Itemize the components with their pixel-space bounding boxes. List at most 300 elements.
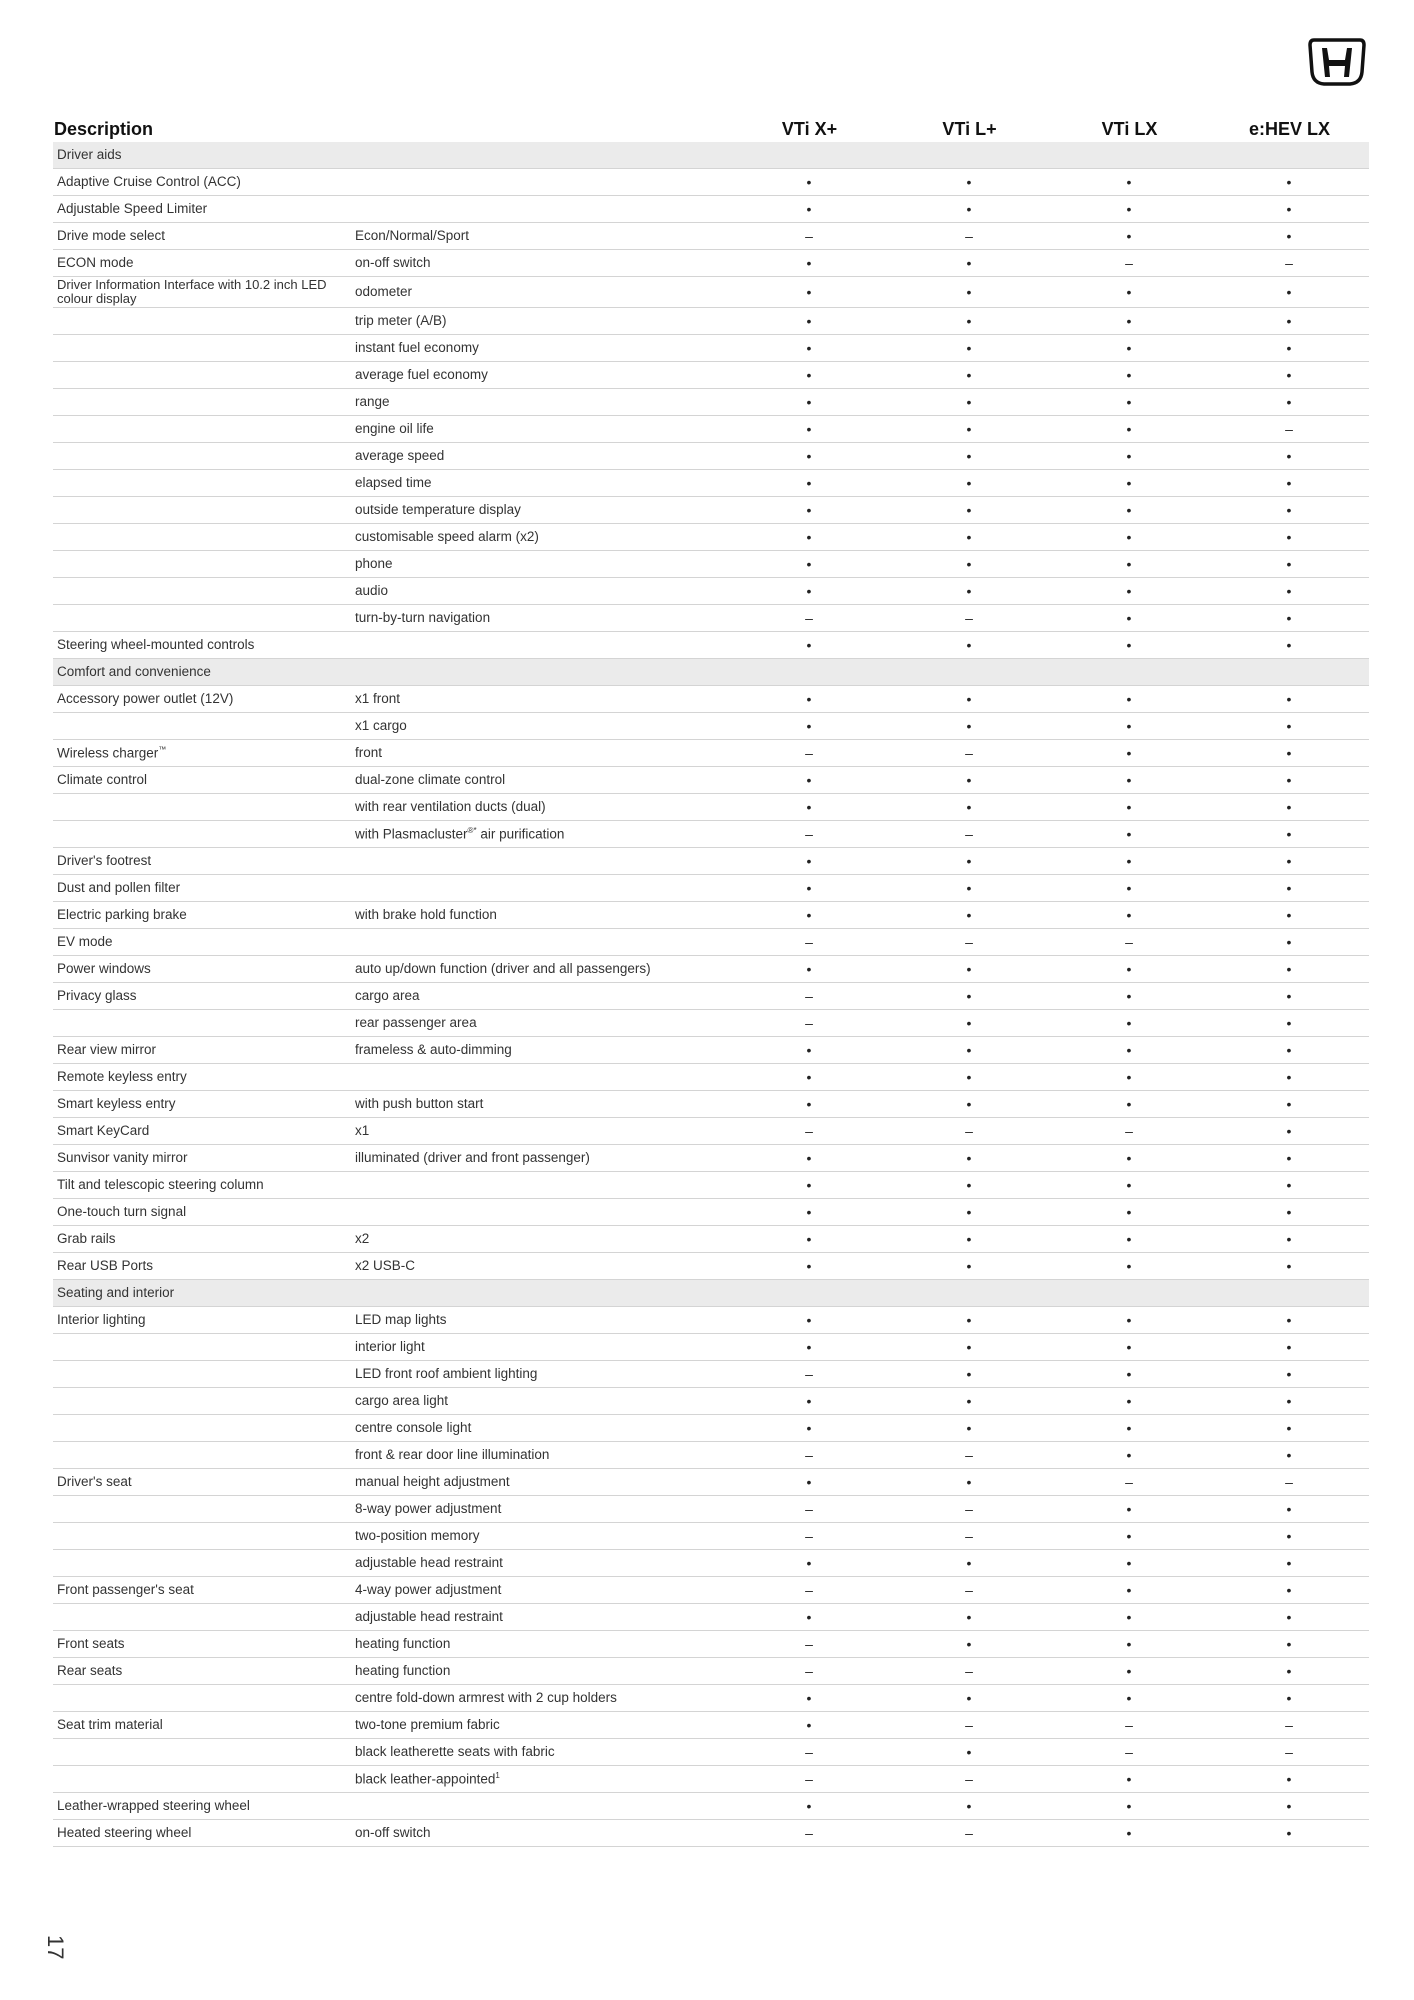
- table-row: [53, 632, 1369, 659]
- standard-feature-dot: •: [1209, 551, 1369, 578]
- table-row: [53, 1658, 1369, 1685]
- feature-name: [53, 821, 351, 848]
- standard-feature-dot: •: [1049, 983, 1209, 1010]
- detail-text-continued: air purification: [476, 826, 565, 842]
- standard-feature-dot: •: [889, 578, 1049, 605]
- feature-name: [53, 1253, 351, 1280]
- feature-detail: [351, 1550, 729, 1577]
- section-header-row: [53, 142, 1369, 169]
- standard-feature-dot: •: [729, 1415, 889, 1442]
- detail-text: black leather-appointed: [355, 1771, 496, 1787]
- standard-feature-dot: •: [729, 1388, 889, 1415]
- standard-feature-dot: •: [1049, 1685, 1209, 1712]
- feature-text: Adjustable Speed Limiter: [57, 200, 208, 216]
- standard-feature-dot: •: [889, 1172, 1049, 1199]
- standard-feature-dot: •: [889, 1631, 1049, 1658]
- not-available-dash: –: [729, 1577, 889, 1604]
- detail-text: cargo area light: [355, 1392, 449, 1408]
- standard-feature-dot: •: [889, 1037, 1049, 1064]
- feature-name: [53, 196, 351, 223]
- standard-feature-dot: •: [1049, 389, 1209, 416]
- standard-feature-dot: •: [889, 1226, 1049, 1253]
- feature-name: [53, 848, 351, 875]
- standard-feature-dot: •: [1049, 605, 1209, 632]
- table-row: [53, 1064, 1369, 1091]
- not-available-dash: –: [729, 1118, 889, 1145]
- standard-feature-dot: •: [729, 848, 889, 875]
- feature-detail: [351, 1334, 729, 1361]
- standard-feature-dot: •: [729, 362, 889, 389]
- table-row: [53, 767, 1369, 794]
- table-row: [53, 196, 1369, 223]
- standard-feature-dot: •: [889, 1793, 1049, 1820]
- standard-feature-dot: •: [1209, 1145, 1369, 1172]
- table-row: [53, 551, 1369, 578]
- table-row: [53, 1334, 1369, 1361]
- detail-text: engine oil life: [355, 420, 434, 436]
- standard-feature-dot: •: [1209, 389, 1369, 416]
- standard-feature-dot: •: [1049, 713, 1209, 740]
- table-row: [53, 1793, 1369, 1820]
- standard-feature-dot: •: [729, 551, 889, 578]
- standard-feature-dot: •: [1049, 740, 1209, 767]
- standard-feature-dot: •: [889, 362, 1049, 389]
- standard-feature-dot: •: [729, 713, 889, 740]
- detail-text: auto up/down function (driver and all passengers): [355, 960, 651, 976]
- table-row: [53, 308, 1369, 335]
- feature-name: [53, 1091, 351, 1118]
- feature-name: [53, 1766, 351, 1793]
- not-available-dash: –: [729, 223, 889, 250]
- variant-header: VTi LX: [1101, 118, 1158, 139]
- not-available-dash: –: [729, 1820, 889, 1847]
- standard-feature-dot: •: [1049, 1793, 1209, 1820]
- standard-feature-dot: •: [1209, 1226, 1369, 1253]
- not-available-dash: –: [729, 929, 889, 956]
- feature-detail: [351, 983, 729, 1010]
- detail-text: heating function: [355, 1662, 451, 1678]
- feature-text: Driver's seat: [57, 1473, 132, 1489]
- feature-name: [53, 956, 351, 983]
- standard-feature-dot: •: [889, 277, 1049, 308]
- table-row: [53, 1118, 1369, 1145]
- standard-feature-dot: •: [729, 1172, 889, 1199]
- feature-detail: [351, 1820, 729, 1847]
- feature-text: Smart KeyCard: [57, 1122, 150, 1138]
- feature-detail: [351, 1685, 729, 1712]
- feature-detail: [351, 1145, 729, 1172]
- standard-feature-dot: •: [1209, 740, 1369, 767]
- feature-name: [53, 632, 351, 659]
- table-row: [53, 1307, 1369, 1334]
- feature-text: Electric parking brake: [57, 906, 187, 922]
- detail-text: instant fuel economy: [355, 339, 479, 355]
- feature-name: [53, 1631, 351, 1658]
- standard-feature-dot: •: [1049, 1523, 1209, 1550]
- table-row: [53, 956, 1369, 983]
- detail-text: outside temperature display: [355, 501, 521, 517]
- standard-feature-dot: •: [1049, 308, 1209, 335]
- table-row: [53, 1388, 1369, 1415]
- feature-name: [53, 1442, 351, 1469]
- table-row: [53, 1685, 1369, 1712]
- table-row: [53, 1820, 1369, 1847]
- not-available-dash: –: [729, 1010, 889, 1037]
- standard-feature-dot: •: [729, 335, 889, 362]
- standard-feature-dot: •: [729, 1307, 889, 1334]
- feature-detail: [351, 250, 729, 277]
- standard-feature-dot: •: [1049, 1091, 1209, 1118]
- standard-feature-dot: •: [1049, 551, 1209, 578]
- feature-name: [53, 1064, 351, 1091]
- table-row: [53, 169, 1369, 196]
- feature-detail: [351, 1658, 729, 1685]
- feature-detail: [351, 551, 729, 578]
- table-row: [53, 1550, 1369, 1577]
- standard-feature-dot: •: [729, 308, 889, 335]
- table-row: [53, 497, 1369, 524]
- standard-feature-dot: •: [1209, 1253, 1369, 1280]
- feature-text: Seat trim material: [57, 1716, 163, 1732]
- table-row: [53, 983, 1369, 1010]
- feature-text: Driver's footrest: [57, 852, 152, 868]
- standard-feature-dot: •: [889, 875, 1049, 902]
- table-row: [53, 389, 1369, 416]
- standard-feature-dot: •: [1049, 524, 1209, 551]
- not-available-dash: –: [729, 740, 889, 767]
- feature-text: Remote keyless entry: [57, 1068, 187, 1084]
- standard-feature-dot: •: [889, 1469, 1049, 1496]
- standard-feature-dot: •: [889, 1253, 1049, 1280]
- not-available-dash: –: [1209, 1469, 1369, 1496]
- standard-feature-dot: •: [1049, 470, 1209, 497]
- standard-feature-dot: •: [889, 1388, 1049, 1415]
- standard-feature-dot: •: [1209, 821, 1369, 848]
- standard-feature-dot: •: [729, 196, 889, 223]
- not-available-dash: –: [1209, 250, 1369, 277]
- feature-text: Climate control: [57, 771, 148, 787]
- detail-superscript: ®*: [467, 825, 477, 835]
- standard-feature-dot: •: [1049, 335, 1209, 362]
- standard-feature-dot: •: [1209, 794, 1369, 821]
- feature-name: [53, 1550, 351, 1577]
- variant-header: e:HEV LX: [1248, 118, 1331, 139]
- standard-feature-dot: •: [729, 902, 889, 929]
- not-available-dash: –: [889, 605, 1049, 632]
- table-row: [53, 1496, 1369, 1523]
- honda-h-logo-icon: [1308, 38, 1366, 86]
- not-available-dash: –: [1049, 1118, 1209, 1145]
- standard-feature-dot: •: [1209, 1037, 1369, 1064]
- feature-name: [53, 1820, 351, 1847]
- standard-feature-dot: •: [1209, 1091, 1369, 1118]
- not-available-dash: –: [729, 1523, 889, 1550]
- standard-feature-dot: •: [729, 1469, 889, 1496]
- feature-detail: [351, 1523, 729, 1550]
- standard-feature-dot: •: [1049, 956, 1209, 983]
- feature-text: Drive mode select: [57, 227, 166, 243]
- standard-feature-dot: •: [889, 497, 1049, 524]
- standard-feature-dot: •: [1049, 1253, 1209, 1280]
- feature-detail: [351, 740, 729, 767]
- standard-feature-dot: •: [1049, 443, 1209, 470]
- standard-feature-dot: •: [1049, 416, 1209, 443]
- standard-feature-dot: •: [1049, 1442, 1209, 1469]
- feature-detail: [351, 1712, 729, 1739]
- standard-feature-dot: •: [1049, 223, 1209, 250]
- feature-name: [53, 1307, 351, 1334]
- not-available-dash: –: [729, 1631, 889, 1658]
- standard-feature-dot: •: [1209, 1307, 1369, 1334]
- standard-feature-dot: •: [889, 389, 1049, 416]
- detail-text: average speed: [355, 447, 445, 463]
- standard-feature-dot: •: [1049, 1064, 1209, 1091]
- feature-name: [53, 1145, 351, 1172]
- table-row: [53, 470, 1369, 497]
- detail-text: with Plasmacluster: [355, 826, 468, 842]
- standard-feature-dot: •: [1209, 223, 1369, 250]
- feature-name: [53, 470, 351, 497]
- not-available-dash: –: [889, 1523, 1049, 1550]
- standard-feature-dot: •: [889, 983, 1049, 1010]
- standard-feature-dot: •: [1209, 443, 1369, 470]
- feature-text: Front seats: [57, 1635, 125, 1651]
- not-available-dash: –: [729, 1766, 889, 1793]
- standard-feature-dot: •: [729, 1226, 889, 1253]
- standard-feature-dot: •: [729, 1604, 889, 1631]
- feature-name: [53, 1469, 351, 1496]
- standard-feature-dot: •: [889, 443, 1049, 470]
- detail-text: Econ/Normal/Sport: [355, 227, 470, 243]
- standard-feature-dot: •: [1209, 1793, 1369, 1820]
- standard-feature-dot: •: [889, 169, 1049, 196]
- detail-text: cargo area: [355, 987, 420, 1003]
- detail-text: 4-way power adjustment: [355, 1581, 502, 1597]
- table-row: [53, 1037, 1369, 1064]
- feature-name: [53, 362, 351, 389]
- standard-feature-dot: •: [729, 875, 889, 902]
- standard-feature-dot: •: [1049, 578, 1209, 605]
- feature-name: [53, 250, 351, 277]
- standard-feature-dot: •: [1209, 956, 1369, 983]
- standard-feature-dot: •: [1209, 1388, 1369, 1415]
- standard-feature-dot: •: [1209, 362, 1369, 389]
- feature-detail: [351, 848, 729, 875]
- standard-feature-dot: •: [729, 632, 889, 659]
- standard-feature-dot: •: [1049, 1307, 1209, 1334]
- standard-feature-dot: •: [1049, 277, 1209, 308]
- standard-feature-dot: •: [889, 1199, 1049, 1226]
- feature-name: [53, 551, 351, 578]
- standard-feature-dot: •: [1209, 605, 1369, 632]
- standard-feature-dot: •: [889, 524, 1049, 551]
- table-row: [53, 1199, 1369, 1226]
- feature-name: [53, 1334, 351, 1361]
- table-row: [53, 1226, 1369, 1253]
- table-row: [53, 443, 1369, 470]
- standard-feature-dot: •: [1049, 902, 1209, 929]
- standard-feature-dot: •: [1209, 470, 1369, 497]
- detail-text: interior light: [355, 1338, 425, 1354]
- feature-detail: [351, 1172, 729, 1199]
- not-available-dash: –: [729, 983, 889, 1010]
- table-row: [53, 335, 1369, 362]
- detail-text: manual height adjustment: [355, 1473, 510, 1489]
- standard-feature-dot: •: [1049, 821, 1209, 848]
- standard-feature-dot: •: [889, 1064, 1049, 1091]
- standard-feature-dot: •: [729, 250, 889, 277]
- feature-name: [53, 277, 351, 308]
- feature-detail: [351, 1604, 729, 1631]
- table-row: [53, 821, 1369, 848]
- not-available-dash: –: [729, 1442, 889, 1469]
- standard-feature-dot: •: [889, 713, 1049, 740]
- detail-text: LED front roof ambient lighting: [355, 1365, 538, 1381]
- feature-detail: [351, 497, 729, 524]
- not-available-dash: –: [1209, 1739, 1369, 1766]
- standard-feature-dot: •: [1209, 848, 1369, 875]
- feature-detail: [351, 1496, 729, 1523]
- feature-detail: [351, 1037, 729, 1064]
- table-row: [53, 848, 1369, 875]
- not-available-dash: –: [889, 1766, 1049, 1793]
- feature-detail: [351, 1118, 729, 1145]
- standard-feature-dot: •: [1209, 277, 1369, 308]
- feature-text: ECON mode: [57, 254, 134, 270]
- not-available-dash: –: [1049, 929, 1209, 956]
- trademark-superscript: ™: [158, 744, 167, 754]
- feature-text: Accessory power outlet (12V): [57, 690, 234, 706]
- standard-feature-dot: •: [1049, 1415, 1209, 1442]
- table-row: [53, 1145, 1369, 1172]
- standard-feature-dot: •: [889, 686, 1049, 713]
- feature-name: [53, 524, 351, 551]
- standard-feature-dot: •: [729, 497, 889, 524]
- table-row: [53, 578, 1369, 605]
- standard-feature-dot: •: [1049, 1010, 1209, 1037]
- feature-name: [53, 335, 351, 362]
- table-row: [53, 686, 1369, 713]
- table-row: [53, 1442, 1369, 1469]
- standard-feature-dot: •: [1209, 632, 1369, 659]
- standard-feature-dot: •: [1049, 632, 1209, 659]
- feature-detail: [351, 223, 729, 250]
- detail-text: two-position memory: [355, 1527, 480, 1543]
- feature-detail: [351, 1415, 729, 1442]
- standard-feature-dot: •: [889, 416, 1049, 443]
- feature-detail: [351, 686, 729, 713]
- feature-name: [53, 443, 351, 470]
- standard-feature-dot: •: [889, 902, 1049, 929]
- table-row: [53, 416, 1369, 443]
- specifications-table: [53, 116, 1369, 1847]
- table-row: [53, 1766, 1369, 1793]
- standard-feature-dot: •: [889, 767, 1049, 794]
- standard-feature-dot: •: [729, 1199, 889, 1226]
- detail-text: customisable speed alarm (x2): [355, 528, 539, 544]
- feature-detail: [351, 470, 729, 497]
- standard-feature-dot: •: [1209, 1577, 1369, 1604]
- table-row: [53, 277, 1369, 308]
- table-row: [53, 605, 1369, 632]
- standard-feature-dot: •: [1049, 794, 1209, 821]
- detail-text: with brake hold function: [355, 906, 497, 922]
- detail-text: odometer: [355, 283, 413, 299]
- feature-name: [53, 1010, 351, 1037]
- feature-detail: [351, 767, 729, 794]
- standard-feature-dot: •: [889, 848, 1049, 875]
- standard-feature-dot: •: [889, 1145, 1049, 1172]
- section-title: Seating and interior: [53, 1280, 1369, 1307]
- standard-feature-dot: •: [889, 250, 1049, 277]
- standard-feature-dot: •: [1209, 902, 1369, 929]
- standard-feature-dot: •: [729, 524, 889, 551]
- feature-text: Adaptive Cruise Control (ACC): [57, 173, 241, 189]
- detail-text: adjustable head restraint: [355, 1608, 503, 1624]
- standard-feature-dot: •: [889, 1307, 1049, 1334]
- standard-feature-dot: •: [1209, 1442, 1369, 1469]
- feature-name: [53, 1118, 351, 1145]
- standard-feature-dot: •: [1209, 1496, 1369, 1523]
- feature-detail: [351, 821, 729, 848]
- feature-text: Grab rails: [57, 1230, 116, 1246]
- standard-feature-dot: •: [1209, 875, 1369, 902]
- standard-feature-dot: •: [729, 277, 889, 308]
- table-row: [53, 1361, 1369, 1388]
- feature-name: [53, 1712, 351, 1739]
- standard-feature-dot: •: [1209, 524, 1369, 551]
- standard-feature-dot: •: [1209, 1658, 1369, 1685]
- detail-text: x1: [355, 1122, 370, 1138]
- standard-feature-dot: •: [729, 1064, 889, 1091]
- variant-header: VTi L+: [942, 118, 997, 139]
- table-row: [53, 740, 1369, 767]
- feature-name: [53, 875, 351, 902]
- standard-feature-dot: •: [1209, 1685, 1369, 1712]
- standard-feature-dot: •: [1049, 1820, 1209, 1847]
- feature-text: Smart keyless entry: [57, 1095, 176, 1111]
- standard-feature-dot: •: [1049, 1766, 1209, 1793]
- standard-feature-dot: •: [729, 1550, 889, 1577]
- feature-name: [53, 605, 351, 632]
- feature-detail: [351, 875, 729, 902]
- not-available-dash: –: [1209, 1712, 1369, 1739]
- standard-feature-dot: •: [1209, 196, 1369, 223]
- standard-feature-dot: •: [1209, 686, 1369, 713]
- table-row: [53, 794, 1369, 821]
- description-header: Description: [54, 118, 154, 139]
- detail-text: average fuel economy: [355, 366, 488, 382]
- feature-detail: [351, 196, 729, 223]
- feature-detail: [351, 416, 729, 443]
- variant-header: VTi X+: [781, 118, 838, 139]
- detail-text: adjustable head restraint: [355, 1554, 503, 1570]
- feature-detail: [351, 632, 729, 659]
- feature-name: [53, 1199, 351, 1226]
- standard-feature-dot: •: [729, 686, 889, 713]
- detail-text: on-off switch: [355, 1824, 431, 1840]
- standard-feature-dot: •: [889, 196, 1049, 223]
- detail-text: x1 cargo: [355, 717, 407, 733]
- standard-feature-dot: •: [1049, 1037, 1209, 1064]
- feature-name: [53, 686, 351, 713]
- not-available-dash: –: [889, 1118, 1049, 1145]
- standard-feature-dot: •: [1209, 1550, 1369, 1577]
- table-row: [53, 713, 1369, 740]
- feature-text: Rear view mirror: [57, 1041, 157, 1057]
- feature-text: Power windows: [57, 960, 151, 976]
- feature-detail: [351, 308, 729, 335]
